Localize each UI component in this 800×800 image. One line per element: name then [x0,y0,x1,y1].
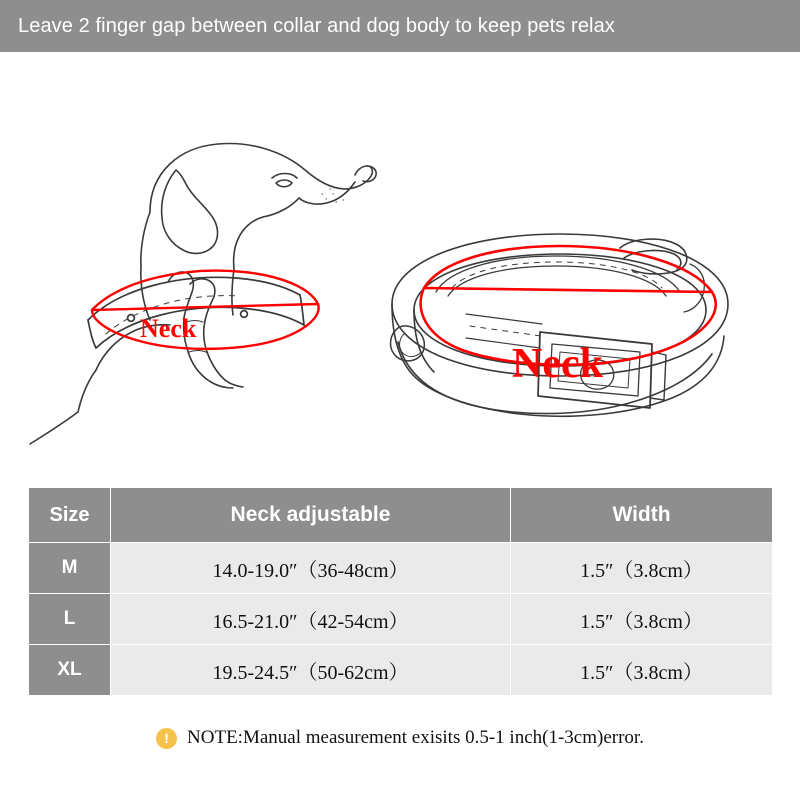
left-neck-measure-line [92,271,319,349]
right-neck-measure-line [421,246,716,365]
header-banner [0,0,800,52]
cell-width: 1.5″（3.8cm） [511,543,773,594]
illustration-area [0,52,800,477]
cell-neck-adjustable: 19.5-24.5″（50-62cm） [111,645,511,696]
table-header-row [29,488,773,543]
cell-width: 1.5″（3.8cm） [511,594,773,645]
cell-neck-adjustable: 16.5-21.0″（42-54cm） [111,594,511,645]
note-row [0,727,800,749]
metal-buckle [538,332,666,408]
note-text: NOTE:Manual measurement exisits 0.5-1 inch(1-3cm)error. [187,727,644,748]
column-header-size: Size [29,488,111,543]
illustration-svg [0,52,800,477]
cell-size: M [29,543,111,594]
size-chart-table [28,487,773,696]
left-collar-band [88,277,304,348]
table-row [29,594,773,645]
cell-width: 1.5″（3.8cm） [511,645,773,696]
table-row [29,645,773,696]
column-header-width: Width [511,488,773,543]
tactical-collar-drawing [391,234,728,416]
size-chart-table-wrapper [28,487,772,696]
cell-size: L [29,594,111,645]
column-header-neck-adjustable: Neck adjustable [111,488,511,543]
neck-label-left: Neck [140,314,197,343]
table-row [29,543,773,594]
dog-head-drawing [30,144,376,444]
neck-label-right: Neck [512,341,603,387]
banner-text: Leave 2 finger gap between collar and dog body to keep pets relax [18,14,615,37]
exclamation-icon: ! [156,728,177,749]
cell-neck-adjustable: 14.0-19.0″（36-48cm） [111,543,511,594]
cell-size: XL [29,645,111,696]
d-ring [391,326,425,361]
